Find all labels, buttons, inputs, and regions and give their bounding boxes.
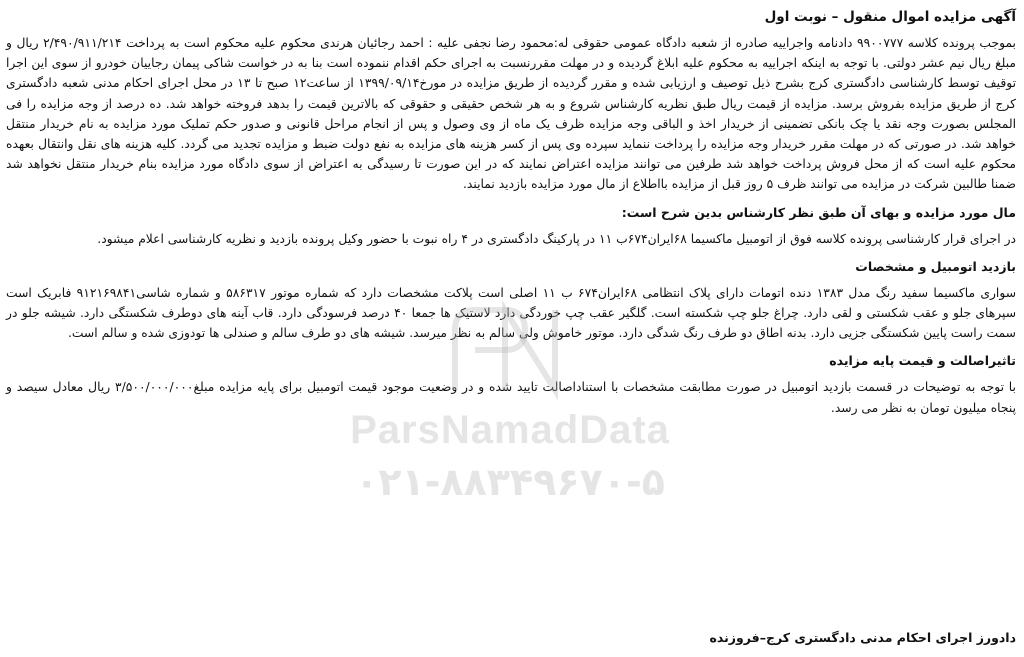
price-heading: تاثیراصالت و قیمت پایه مزایده	[829, 353, 1016, 369]
intro-paragraph: بموجب پرونده کلاسه ۹۹۰۰۷۷۷ دادنامه واجراییه صادره از شعبه دادگاه عمومی حقوقی له:محمود رضا نجفی علیه : احمد رجائیان هرندی محکوم علیه محکوم است به پرداخت ۲/۴۹۰/۹۱۱/۲۱۴ ریال و مبلغ ریال نیم عشر دولتی. با توجه به اینکه اجراییه به محکوم علیه ابلاغ گردیده و در مهلت مقررنسبت به اجرای حکم اقدام ننموده است بنا به در خواست شاکی پیمان رجاییان خودرو از سوی این اجرا توقیف توسط کارشناسی دادگستری کرج بشرح ذیل توصیف و ارزیابی شده و مقرر گردیده از طریق مزایده در مورخ۱۳۹۹/۰۹/۱۴ از ساعت۱۲ صبح تا ۱۳ در محل اجرای احکام مدنی شعبه دادگستری کرج از طریق مزایده بفروش برسد. مزایده از قیمت ریال طبق نظریه کارشناس شروع و به هر شخص حقیقی و حقوقی که بالاترین قیمت را بدهد فروخته خواهد شد. ده درصد از وجه مزایده را فی المجلس بصورت وجه نقد یا چک بانکی تضمینی از خریدار اخذ و الباقی وجه مزایده ظرف یک ماه از وی وصول و پس از انجام مراحل قانونی و صدور حکم تملیک مورد مزایده به نام خریدار منتقل خواهد شد. در صورتی که در مهلت مقرر خریدار وجه مزایده را پرداخت ننماید سپرده وی پس از کسر هزینه های مزایده به نفع دولت ضبط و مزایده تجدید می گردد. کلیه هزینه های نقل وانتقال بعهده محکوم علیه است که از محل فروش پرداخت خواهد شد طرفین می توانند مزایده اعتراض نمایند که در این صورت تا رسیدگی به اعتراض از سوی دادگاه مورد مزایده بنام خریدار منتقل نخواهد شد ضمنا طالبین شرکت در مزایده می توانند ظرف ۵ روز قبل از مزایده بااطلاع از مال مورد مزایده بازدید نمایند.	[6, 36, 1016, 192]
property-paragraph: در اجرای قرار کارشناسی پرونده کلاسه فوق از اتومبیل ماکسیما ۶۸ایران۶۷۴ب ۱۱ در پارکینگ دادگستری در ۴ راه نبوت با حضور وکیل پرونده بازدید و نظریه کارشناسی اعلام میشود.	[97, 231, 1016, 246]
signature-line: دادورز اجرای احکام مدنی دادگستری کرج–فروزنده	[709, 630, 1016, 645]
inspection-paragraph: سواری ماکسیما سفید رنگ مدل ۱۳۸۳ دنده اتومات دارای پلاک انتظامی ۶۸ایران۶۷۴ ب ۱۱ اصلی است پلاکت مشخصات دارد که شماره موتور ۵۸۶۳۱۷ و شماره شاسی۹۱۲۱۶۹۸۴۱ فابریک است سپرهای جلو و عقب شکستی و لقی دارد. چراغ جلو چپ شکسته است. گلگیر عقب چپ خوردگی دارد لاستیک ها جمعا ۴۰ درصد فرسودگی دارد. قاب آینه های دوطرف شکستگی دارد. شیشه جلو در سمت راست پایین شکستگی جزیی دارد. بدنه اطاق دو طرف رنگ شدگی دارد. موتور خاموش ولی سالم به نظر میرسد. شیشه های دو طرف سالم و صندلی ها تودوزی شده و سالم است.	[6, 285, 1017, 341]
property-heading: مال مورد مزایده و بهای آن طبق نظر کارشناس بدین شرح است:	[621, 204, 1016, 220]
inspection-heading: بازدید اتومبیل و مشخصات	[855, 258, 1016, 274]
notice-title: آگهی مزایده اموال منقول – نوبت اول	[764, 9, 1016, 25]
price-paragraph: با توجه به توضیحات در قسمت بازدید اتومبیل در صورت مطابقت مشخصات با استناداصالت تایید شده و در وضعیت موجود قیمت اتومبیل برای پایه مزایده مبلغ۳/۵۰۰/۰۰۰/۰۰۰ ریال معادل سیصد و پنجاه میلیون تومان به نظر می رسد.	[6, 380, 1016, 415]
watermark-phone: ۰۲۱-۸۸۳۴۹۶۷۰-۵	[355, 460, 665, 504]
watermark-brand: ParsNamadData	[350, 408, 670, 452]
